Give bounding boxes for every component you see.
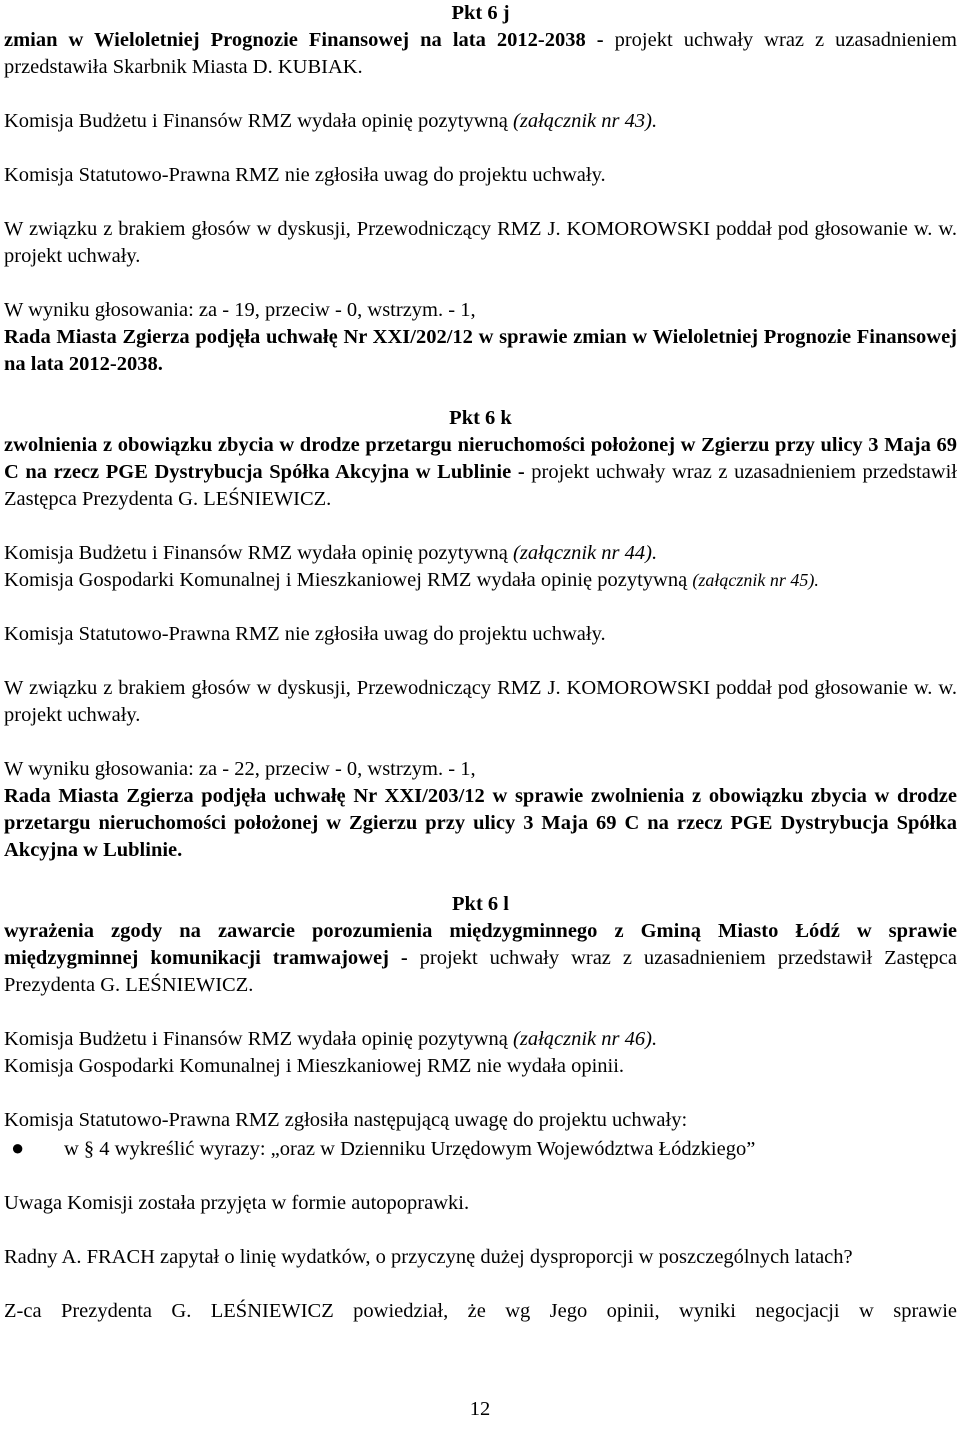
section-heading-6l: Pkt 6 l (452, 893, 509, 915)
radny-frach: Radny A. FRACH zapytał o linię wydatków, o przyczynę dużej dysproporcji w poszczególnych latach? (4, 1246, 853, 1268)
title-rest: projekt uchwały wraz z uzasadnieniem przedstawiła Skarbnik Miasta D. KUBIAK. (4, 29, 957, 78)
komisja-gosp-6k: Komisja Gospodarki Komunalnej i Mieszkaniowej RMZ wydała opinię pozytywną (załącznik nr 45). (4, 569, 819, 591)
wynik-glosowania-6k: W wyniku głosowania: za - 22, przeciw - 0, wstrzym. - 1, (4, 758, 476, 780)
komisja-gosp-6l: Komisja Gospodarki Komunalnej i Mieszkaniowej RMZ nie wydała opinii. (4, 1055, 625, 1077)
section-heading-6j: Pkt 6 j (451, 2, 510, 24)
title-bold: wyrażenia zgody na zawarcie porozumienia międzygminnego z Gminą Miasto Łódź w sprawie międzygminnej komunikacji tramwajowej - (4, 920, 957, 969)
komisja-budzet-6l: Komisja Budżetu i Finansów RMZ wydała opinię pozytywną (załącznik nr 46). (4, 1028, 658, 1050)
komisja-statut-6l: Komisja Statutowo-Prawna RMZ zgłosiła następującą uwagę do projektu uchwały: (4, 1109, 688, 1131)
bullet-icon: ● (11, 1135, 25, 1160)
bullet-text: w § 4 wykreślić wyrazy: „oraz w Dzienniku Urzędowym Województwa Łódzkiego” (64, 1138, 756, 1160)
komisja-budzet-6j: Komisja Budżetu i Finansów RMZ wydała opinię pozytywną (załącznik nr 43). (4, 110, 658, 132)
bullet-item (4, 1134, 957, 1163)
section-title-6j (4, 27, 957, 81)
komisja-statut-6j: Komisja Statutowo-Prawna RMZ nie zgłosiła uwag do projektu uchwały. (4, 164, 606, 186)
uchwala-6j: Rada Miasta Zgierza podjęła uchwałę Nr XXI/202/12 w sprawie zmian w Wieloletniej Prognozie Finansowej na lata 2012-2038. (4, 326, 957, 375)
section-title-6l (4, 918, 957, 999)
komisja-budzet-6k: Komisja Budżetu i Finansów RMZ wydała opinię pozytywną (załącznik nr 44). (4, 542, 658, 564)
title-rest: projekt uchwały wraz z uzasadnieniem przedstawił Zastępca Prezydenta G. LEŚNIEWICZ. (4, 947, 957, 996)
document-page (4, 0, 957, 1325)
wynik-glosowania-6j: W wyniku głosowania: za - 19, przeciw - 0, wstrzym. - 1, (4, 299, 476, 321)
title-bold: zmian w Wieloletniej Prognozie Finansowej na lata 2012-2038 - (4, 29, 604, 51)
section-title-6k (4, 432, 957, 513)
page-number: 12 (469, 1398, 491, 1420)
brak-glosow-6j: W związku z brakiem głosów w dyskusji, Przewodniczący RMZ J. KOMOROWSKI poddał pod głosowanie w. w. projekt uchwały. (4, 218, 957, 267)
section-heading-6k: Pkt 6 k (449, 407, 512, 429)
komisja-statut-6k: Komisja Statutowo-Prawna RMZ nie zgłosiła uwag do projektu uchwały. (4, 623, 606, 645)
zca-prezydenta: Z-ca Prezydenta G. LEŚNIEWICZ powiedział, że wg Jego opinii, wyniki negocjacji w sprawie (4, 1300, 957, 1322)
title-bold: zwolnienia z obowiązku zbycia w drodze przetargu nieruchomości położonej w Zgierzu przy ulicy 3 Maja 69 C na rzecz PGE Dystrybucja Spółka Akcyjna w Lublinie - (4, 434, 957, 483)
uwaga-komisji: Uwaga Komisji została przyjęta w formie autopoprawki. (4, 1192, 470, 1214)
brak-glosow-6k: W związku z brakiem głosów w dyskusji, Przewodniczący RMZ J. KOMOROWSKI poddał pod głosowanie w. w. projekt uchwały. (4, 677, 957, 726)
uchwala-6k: Rada Miasta Zgierza podjęła uchwałę Nr XXI/203/12 w sprawie zwolnienia z obowiązku zbycia w drodze przetargu nieruchomości położonej w Zgierzu przy ulicy 3 Maja 69 C na rzecz PGE Dystrybucja Spółka Akcyjna w Lublinie. (4, 785, 957, 861)
title-rest: projekt uchwały wraz z uzasadnieniem przedstawił Zastępca Prezydenta G. LEŚNIEWICZ. (4, 461, 957, 510)
